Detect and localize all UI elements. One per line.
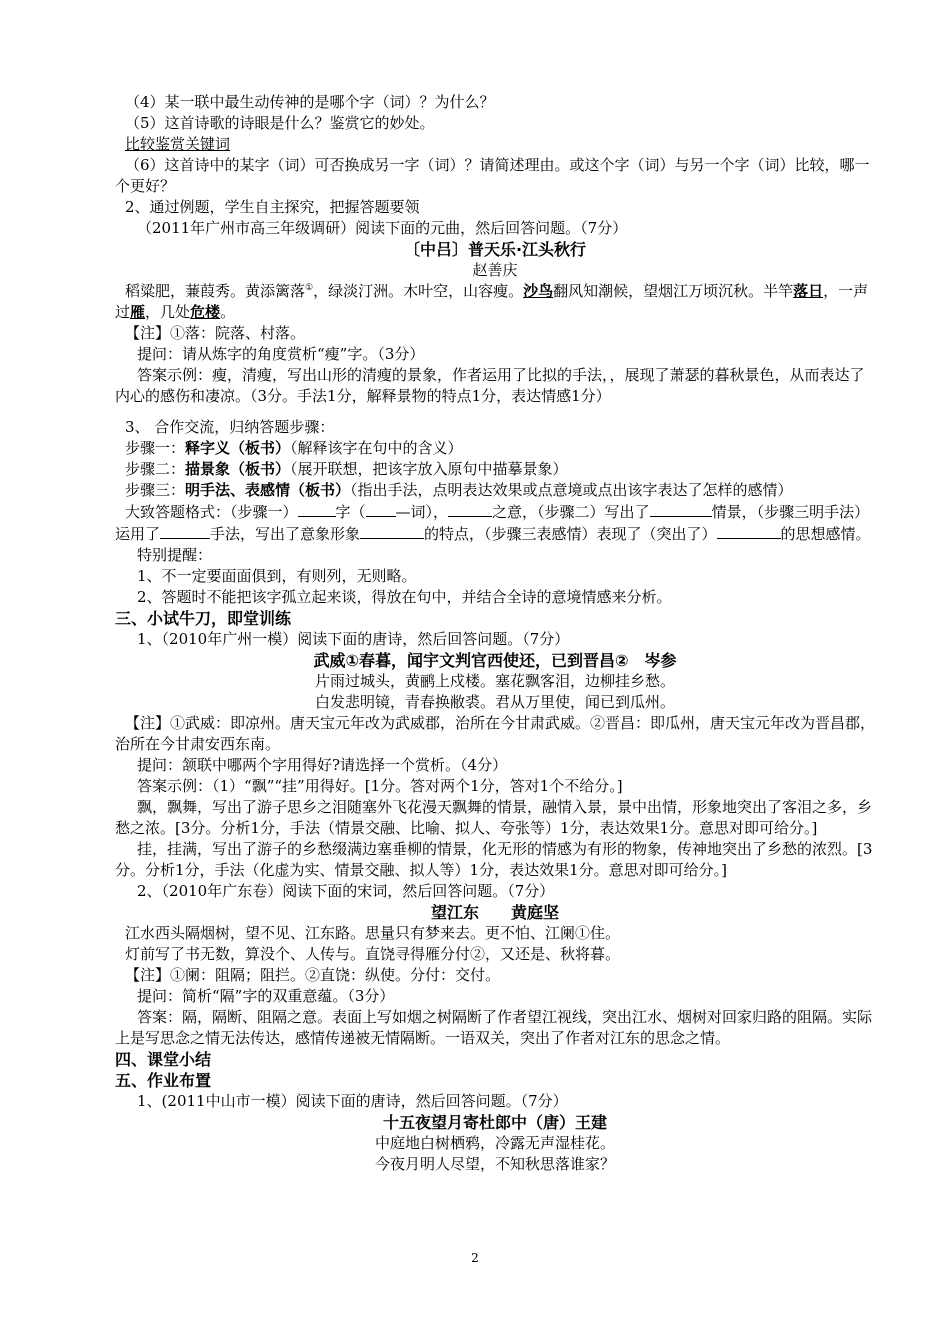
step2-intro: 2、通过例题，学生自主探究，把握答题要领 bbox=[125, 198, 420, 216]
test2-title: 望江东 黄庭坚 bbox=[430, 903, 559, 922]
example1-question: 提问：请从炼字的角度赏析“瘦”字。（3分） bbox=[137, 345, 425, 363]
step-one: 步骤一：释字义（板书）（解释该字在句中的含义） bbox=[125, 439, 463, 457]
test1-poem-line-2: 白发悲明镜，青春换敝裘。君从万里使，闻已到瓜州。 bbox=[314, 693, 675, 711]
test1-note: 【注】①武威：即凉州。唐天宝元年改为武威郡，治所在今甘肃武威。②晋昌：即瓜州，唐天宝元年改为晋昌郡，治所在今甘肃安西东南。 bbox=[115, 714, 876, 753]
page-number: 2 bbox=[471, 1251, 479, 1265]
test1-answer-3: 挂，挂满，写出了游子的乡愁缀满边塞垂柳的情景，化无形的情感为有形的物象，传神地突出了乡愁的浓烈。[3分。分析1分，手法（化虚为实、情景交融、拟人等）1分，表达效果1分。意思对即可给分。] bbox=[115, 840, 873, 879]
test1-answer-1: 答案示例：（1）“飘”“挂”用得好。[1分。答对两个1分，答对1个不给分。] bbox=[137, 777, 623, 795]
homework-poem-line-1: 中庭地白树栖鸦，冷露无声湿桂花。 bbox=[374, 1134, 615, 1152]
homework-title: 十五夜望月寄杜郎中（唐）王建 bbox=[382, 1113, 607, 1132]
test2-question: 提问：简析“隔”字的双重意蕴。（3分） bbox=[137, 987, 395, 1005]
step-three: 步骤三：明手法、表感情（板书）（指出手法，点明表达效果或点意境或点出该字表达了怎样的感情） bbox=[125, 481, 793, 499]
test2-note: 【注】①阑：阻隔；阻拦。②直饶：纵使。分付：交付。 bbox=[125, 966, 501, 984]
homework-poem-line-2: 今夜月明人尽望，不知秋思落谁家？ bbox=[374, 1155, 615, 1173]
question-6: （6）这首诗中的某字（词）可否换成另一字（词）？请简述理由。或这个字（词）与另一个字（词）比较，哪一个更好？ bbox=[115, 156, 870, 195]
test2-answer: 答案：隔，隔断、阻隔之意。表面上写如烟之树隔断了作者望江视线，突出江水、烟树对回家归路的阻隔。实际上是写思念之情无法传达，感情传递被无情隔断。一语双关，突出了作者对江东的思念之情。 bbox=[115, 1008, 873, 1047]
tips-title: 特别提醒： bbox=[137, 546, 213, 564]
example1-intro: （2011年广州市高三年级调研）阅读下面的元曲，然后回答问题。（7分） bbox=[137, 219, 628, 237]
section-4-heading: 四、课堂小结 bbox=[115, 1050, 212, 1069]
example1-text: 稻粱肥，蒹葭秀。黄添篱落①，绿淡汀洲。木叶空，山容瘦。沙鸟翻风知潮候，望烟江万顷沉秋。半竿落日，一声过雁，几处危楼。 bbox=[115, 282, 869, 321]
test2-intro: 2、（2010年广东卷）阅读下面的宋词，然后回答问题。（7分） bbox=[137, 882, 555, 900]
question-4: （4）某一联中最生动传神的是哪个字（词）？为什么？ bbox=[125, 93, 495, 111]
step3-intro: 3、 合作交流，归纳答题步骤： bbox=[125, 418, 335, 436]
homework-intro: 1、(2011中山市一模）阅读下面的唐诗，然后回答问题。（7分） bbox=[137, 1092, 568, 1110]
example1-note: 【注】①落：院落、村落。 bbox=[125, 324, 306, 342]
example1-title: 〔中吕〕普天乐·江头秋行 bbox=[403, 240, 587, 259]
example1-answer: 答案示例：瘦，清瘦，写出山形的清瘦的景象，作者运用了比拟的手法，，展现了萧瑟的暮秋景色，从而表达了内心的感伤和凄凉。（3分。手法1分，解释景物的特点1分，表达情感1分） bbox=[115, 366, 865, 405]
test1-question: 提问：颔联中哪两个字用得好?请选择一个赏析。（4分） bbox=[137, 756, 508, 774]
step-two: 步骤二：描景象（板书）（展开联想，把该字放入原句中描摹景象） bbox=[125, 460, 568, 478]
compare-title: 比较鉴赏关键词 bbox=[125, 135, 231, 153]
test1-poem-line-1: 片雨过城头，黄鹂上戍楼。塞花飘客泪，边柳挂乡愁。 bbox=[314, 672, 675, 690]
tip-1: 1、不一定要面面俱到，有则列，无则略。 bbox=[137, 567, 417, 585]
question-5: （5）这首诗歌的诗眼是什么？鉴赏它的妙处。 bbox=[125, 114, 435, 132]
test1-title: 武威①春暮，闻宇文判官西使还，已到晋昌② 岑参 bbox=[313, 651, 677, 670]
test1-answer-2: 飘，飘舞，写出了游子思乡之泪随塞外飞花漫天飘舞的情景，融情入景，景中出情，形象地突出了客泪之多，乡愁之浓。[3分。分析1分，手法（情景交融、比喻、拟人、夸张等）1分，表达效果1分。意思对即可给分。] bbox=[115, 798, 873, 837]
example1-author: 赵善庆 bbox=[472, 261, 518, 279]
section-3-heading: 三、小试牛刀，即堂训练 bbox=[115, 609, 292, 628]
tip-2: 2、答题时不能把该字孤立起来谈，得放在句中，并结合全诗的意境情感来分析。 bbox=[137, 588, 672, 606]
test2-poem-line-1: 江水西头隔烟树，望不见、江东路。思量只有梦来去。更不怕、江阑①住。 bbox=[125, 924, 621, 942]
document-body bbox=[115, 92, 875, 1175]
test2-poem-line-2: 灯前写了书无数，算没个、人传与。直饶寻得雁分付②，又还是、秋将暮。 bbox=[125, 945, 621, 963]
answer-format: 大致答题格式：（步骤一） 字（ —词）， 之意，（步骤二）写出了 情景，（步骤三明手法）运用了 手法，写出了意象形象 的特点，（步骤三表感情）表现了（突出了） 的思想感情。 bbox=[115, 503, 871, 543]
section-5-heading: 五、作业布置 bbox=[115, 1071, 212, 1090]
test1-intro: 1、（2010年广州一模）阅读下面的唐诗，然后回答问题。（7分） bbox=[137, 630, 570, 648]
